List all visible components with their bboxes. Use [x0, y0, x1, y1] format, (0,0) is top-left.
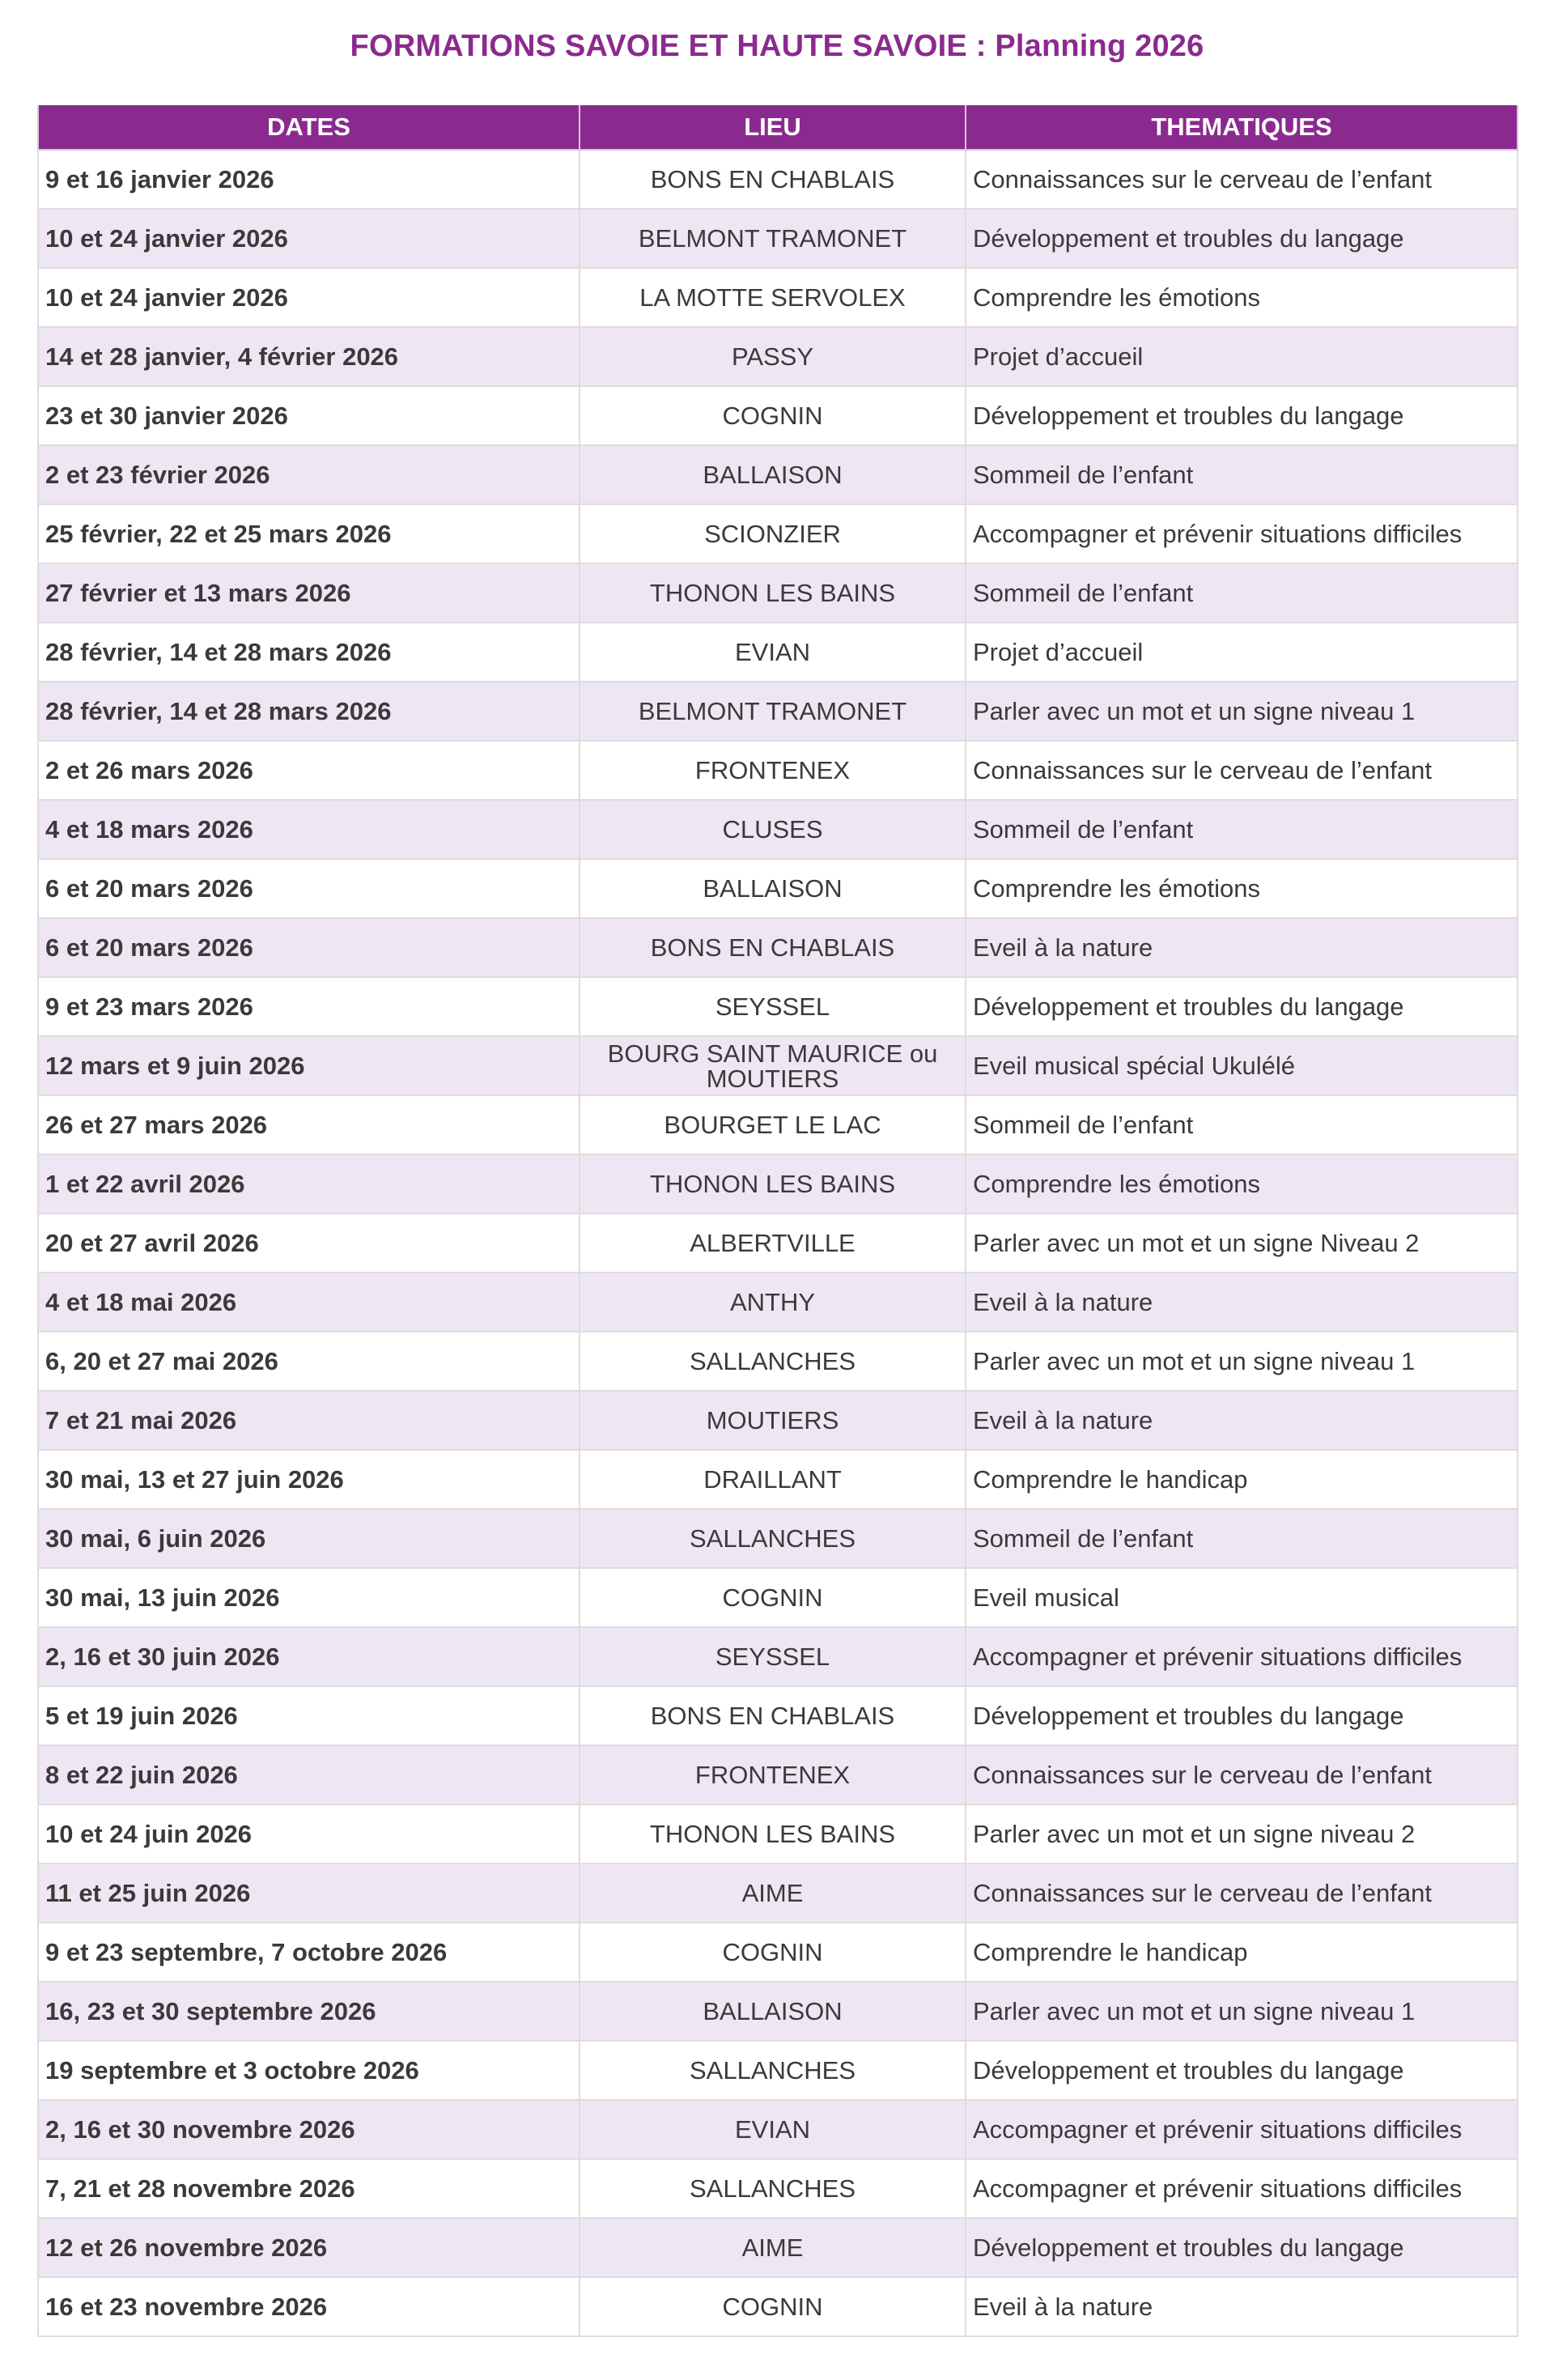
cell-thematique: Eveil à la nature	[966, 2277, 1518, 2336]
cell-lieu: BONS EN CHABLAIS	[580, 1686, 966, 1745]
header-row	[38, 105, 1518, 150]
cell-thematique: Développement et troubles du langage	[966, 1686, 1518, 1745]
column-header-lieu: LIEU	[580, 105, 966, 150]
cell-thematique: Comprendre le handicap	[966, 1923, 1518, 1982]
table-row	[38, 386, 1518, 445]
cell-lieu: SALLANCHES	[580, 1332, 966, 1391]
cell-lieu: SCIONZIER	[580, 504, 966, 563]
column-header-thematiques: THEMATIQUES	[966, 105, 1518, 150]
cell-thematique: Accompagner et prévenir situations difficiles	[966, 504, 1518, 563]
cell-thematique: Comprendre les émotions	[966, 859, 1518, 918]
cell-lieu: THONON LES BAINS	[580, 563, 966, 623]
table-row	[38, 445, 1518, 504]
table-row	[38, 1213, 1518, 1273]
table-row	[38, 1509, 1518, 1568]
cell-lieu: BELMONT TRAMONET	[580, 209, 966, 268]
table-row	[38, 2277, 1518, 2336]
cell-dates: 6 et 20 mars 2026	[38, 918, 580, 977]
cell-thematique: Accompagner et prévenir situations difficiles	[966, 2159, 1518, 2218]
cell-lieu: BOURGET LE LAC	[580, 1095, 966, 1154]
cell-dates: 9 et 16 janvier 2026	[38, 150, 580, 209]
cell-dates: 25 février, 22 et 25 mars 2026	[38, 504, 580, 563]
cell-thematique: Développement et troubles du langage	[966, 2218, 1518, 2277]
table-row	[38, 800, 1518, 859]
cell-lieu: SEYSSEL	[580, 1627, 966, 1686]
cell-thematique: Connaissances sur le cerveau de l’enfant	[966, 1745, 1518, 1804]
table-row	[38, 741, 1518, 800]
cell-lieu: THONON LES BAINS	[580, 1804, 966, 1864]
cell-lieu: BALLAISON	[580, 445, 966, 504]
table-row	[38, 1982, 1518, 2041]
cell-thematique: Comprendre les émotions	[966, 268, 1518, 327]
cell-lieu: SALLANCHES	[580, 2041, 966, 2100]
table-row	[38, 1745, 1518, 1804]
table-row	[38, 268, 1518, 327]
cell-lieu: ANTHY	[580, 1273, 966, 1332]
table-row	[38, 623, 1518, 682]
table-row	[38, 563, 1518, 623]
cell-dates: 11 et 25 juin 2026	[38, 1864, 580, 1923]
table-row	[38, 150, 1518, 209]
cell-dates: 12 mars et 9 juin 2026	[38, 1036, 580, 1095]
table-row	[38, 1686, 1518, 1745]
cell-lieu: AIME	[580, 2218, 966, 2277]
cell-thematique: Eveil à la nature	[966, 1273, 1518, 1332]
table-row	[38, 859, 1518, 918]
cell-dates: 16 et 23 novembre 2026	[38, 2277, 580, 2336]
cell-thematique: Développement et troubles du langage	[966, 2041, 1518, 2100]
cell-thematique: Sommeil de l’enfant	[966, 1095, 1518, 1154]
cell-dates: 2 et 23 février 2026	[38, 445, 580, 504]
cell-thematique: Eveil musical	[966, 1568, 1518, 1627]
cell-thematique: Sommeil de l’enfant	[966, 1509, 1518, 1568]
cell-lieu: COGNIN	[580, 1568, 966, 1627]
table-row	[38, 1036, 1518, 1095]
table-row	[38, 2041, 1518, 2100]
table-row	[38, 327, 1518, 386]
table-row	[38, 1095, 1518, 1154]
cell-thematique: Accompagner et prévenir situations difficiles	[966, 2100, 1518, 2159]
cell-thematique: Parler avec un mot et un signe niveau 1	[966, 1332, 1518, 1391]
cell-dates: 6, 20 et 27 mai 2026	[38, 1332, 580, 1391]
cell-dates: 10 et 24 juin 2026	[38, 1804, 580, 1864]
cell-thematique: Eveil musical spécial Ukulélé	[966, 1036, 1518, 1095]
cell-dates: 4 et 18 mars 2026	[38, 800, 580, 859]
cell-lieu: EVIAN	[580, 2100, 966, 2159]
cell-dates: 9 et 23 mars 2026	[38, 977, 580, 1036]
planning-table	[37, 105, 1518, 2337]
cell-dates: 7 et 21 mai 2026	[38, 1391, 580, 1450]
cell-dates: 27 février et 13 mars 2026	[38, 563, 580, 623]
cell-thematique: Accompagner et prévenir situations difficiles	[966, 1627, 1518, 1686]
cell-lieu: FRONTENEX	[580, 741, 966, 800]
cell-lieu: THONON LES BAINS	[580, 1154, 966, 1213]
cell-lieu: PASSY	[580, 327, 966, 386]
cell-thematique: Comprendre le handicap	[966, 1450, 1518, 1509]
cell-lieu: SEYSSEL	[580, 977, 966, 1036]
table-row	[38, 1627, 1518, 1686]
cell-thematique: Parler avec un mot et un signe niveau 1	[966, 682, 1518, 741]
cell-thematique: Parler avec un mot et un signe niveau 1	[966, 1982, 1518, 2041]
cell-lieu: BALLAISON	[580, 1982, 966, 2041]
cell-dates: 2, 16 et 30 novembre 2026	[38, 2100, 580, 2159]
cell-dates: 30 mai, 6 juin 2026	[38, 1509, 580, 1568]
table-row	[38, 2100, 1518, 2159]
cell-thematique: Comprendre les émotions	[966, 1154, 1518, 1213]
cell-thematique: Connaissances sur le cerveau de l’enfant	[966, 150, 1518, 209]
cell-thematique: Eveil à la nature	[966, 1391, 1518, 1450]
cell-thematique: Développement et troubles du langage	[966, 386, 1518, 445]
cell-lieu: COGNIN	[580, 2277, 966, 2336]
table-row	[38, 1804, 1518, 1864]
cell-dates: 8 et 22 juin 2026	[38, 1745, 580, 1804]
cell-dates: 14 et 28 janvier, 4 février 2026	[38, 327, 580, 386]
cell-lieu: COGNIN	[580, 386, 966, 445]
table-row	[38, 1332, 1518, 1391]
cell-dates: 2, 16 et 30 juin 2026	[38, 1627, 580, 1686]
cell-thematique: Projet d’accueil	[966, 327, 1518, 386]
table-row	[38, 1154, 1518, 1213]
cell-thematique: Sommeil de l’enfant	[966, 800, 1518, 859]
cell-thematique: Sommeil de l’enfant	[966, 445, 1518, 504]
cell-dates: 28 février, 14 et 28 mars 2026	[38, 682, 580, 741]
cell-dates: 6 et 20 mars 2026	[38, 859, 580, 918]
cell-dates: 26 et 27 mars 2026	[38, 1095, 580, 1154]
cell-lieu: AIME	[580, 1864, 966, 1923]
cell-thematique: Développement et troubles du langage	[966, 977, 1518, 1036]
cell-dates: 2 et 26 mars 2026	[38, 741, 580, 800]
cell-dates: 28 février, 14 et 28 mars 2026	[38, 623, 580, 682]
page-title: FORMATIONS SAVOIE ET HAUTE SAVOIE : Planning 2026	[350, 29, 1204, 63]
cell-dates: 1 et 22 avril 2026	[38, 1154, 580, 1213]
cell-lieu: FRONTENEX	[580, 1745, 966, 1804]
cell-thematique: Connaissances sur le cerveau de l’enfant	[966, 741, 1518, 800]
cell-dates: 9 et 23 septembre, 7 octobre 2026	[38, 1923, 580, 1982]
table-row	[38, 2218, 1518, 2277]
cell-lieu: COGNIN	[580, 1923, 966, 1982]
cell-dates: 12 et 26 novembre 2026	[38, 2218, 580, 2277]
table-row	[38, 504, 1518, 563]
cell-dates: 19 septembre et 3 octobre 2026	[38, 2041, 580, 2100]
cell-thematique: Connaissances sur le cerveau de l’enfant	[966, 1864, 1518, 1923]
cell-thematique: Parler avec un mot et un signe niveau 2	[966, 1804, 1518, 1864]
table-row	[38, 1391, 1518, 1450]
table-row	[38, 1923, 1518, 1982]
cell-dates: 7, 21 et 28 novembre 2026	[38, 2159, 580, 2218]
cell-thematique: Eveil à la nature	[966, 918, 1518, 977]
cell-lieu: BONS EN CHABLAIS	[580, 918, 966, 977]
cell-lieu: SALLANCHES	[580, 1509, 966, 1568]
table-row	[38, 1864, 1518, 1923]
table-row	[38, 1273, 1518, 1332]
cell-lieu: CLUSES	[580, 800, 966, 859]
cell-lieu: BOURG SAINT MAURICE ou MOUTIERS	[580, 1036, 966, 1095]
cell-lieu: ALBERTVILLE	[580, 1213, 966, 1273]
cell-thematique: Projet d’accueil	[966, 623, 1518, 682]
column-header-dates: DATES	[38, 105, 580, 150]
cell-dates: 5 et 19 juin 2026	[38, 1686, 580, 1745]
table-row	[38, 209, 1518, 268]
cell-thematique: Parler avec un mot et un signe Niveau 2	[966, 1213, 1518, 1273]
cell-dates: 10 et 24 janvier 2026	[38, 209, 580, 268]
table-row	[38, 1568, 1518, 1627]
table-header	[38, 105, 1518, 150]
cell-dates: 10 et 24 janvier 2026	[38, 268, 580, 327]
cell-lieu: LA MOTTE SERVOLEX	[580, 268, 966, 327]
cell-lieu: MOUTIERS	[580, 1391, 966, 1450]
cell-dates: 20 et 27 avril 2026	[38, 1213, 580, 1273]
cell-lieu: BALLAISON	[580, 859, 966, 918]
cell-lieu: BELMONT TRAMONET	[580, 682, 966, 741]
cell-dates: 23 et 30 janvier 2026	[38, 386, 580, 445]
cell-thematique: Développement et troubles du langage	[966, 209, 1518, 268]
cell-dates: 16, 23 et 30 septembre 2026	[38, 1982, 580, 2041]
table-row	[38, 1450, 1518, 1509]
table-row	[38, 2159, 1518, 2218]
cell-dates: 30 mai, 13 et 27 juin 2026	[38, 1450, 580, 1509]
cell-dates: 4 et 18 mai 2026	[38, 1273, 580, 1332]
table-body	[38, 150, 1518, 2336]
cell-dates: 30 mai, 13 juin 2026	[38, 1568, 580, 1627]
cell-lieu: DRAILLANT	[580, 1450, 966, 1509]
table-row	[38, 977, 1518, 1036]
table-row	[38, 918, 1518, 977]
cell-thematique: Sommeil de l’enfant	[966, 563, 1518, 623]
cell-lieu: BONS EN CHABLAIS	[580, 150, 966, 209]
table-row	[38, 682, 1518, 741]
cell-lieu: SALLANCHES	[580, 2159, 966, 2218]
cell-lieu: EVIAN	[580, 623, 966, 682]
